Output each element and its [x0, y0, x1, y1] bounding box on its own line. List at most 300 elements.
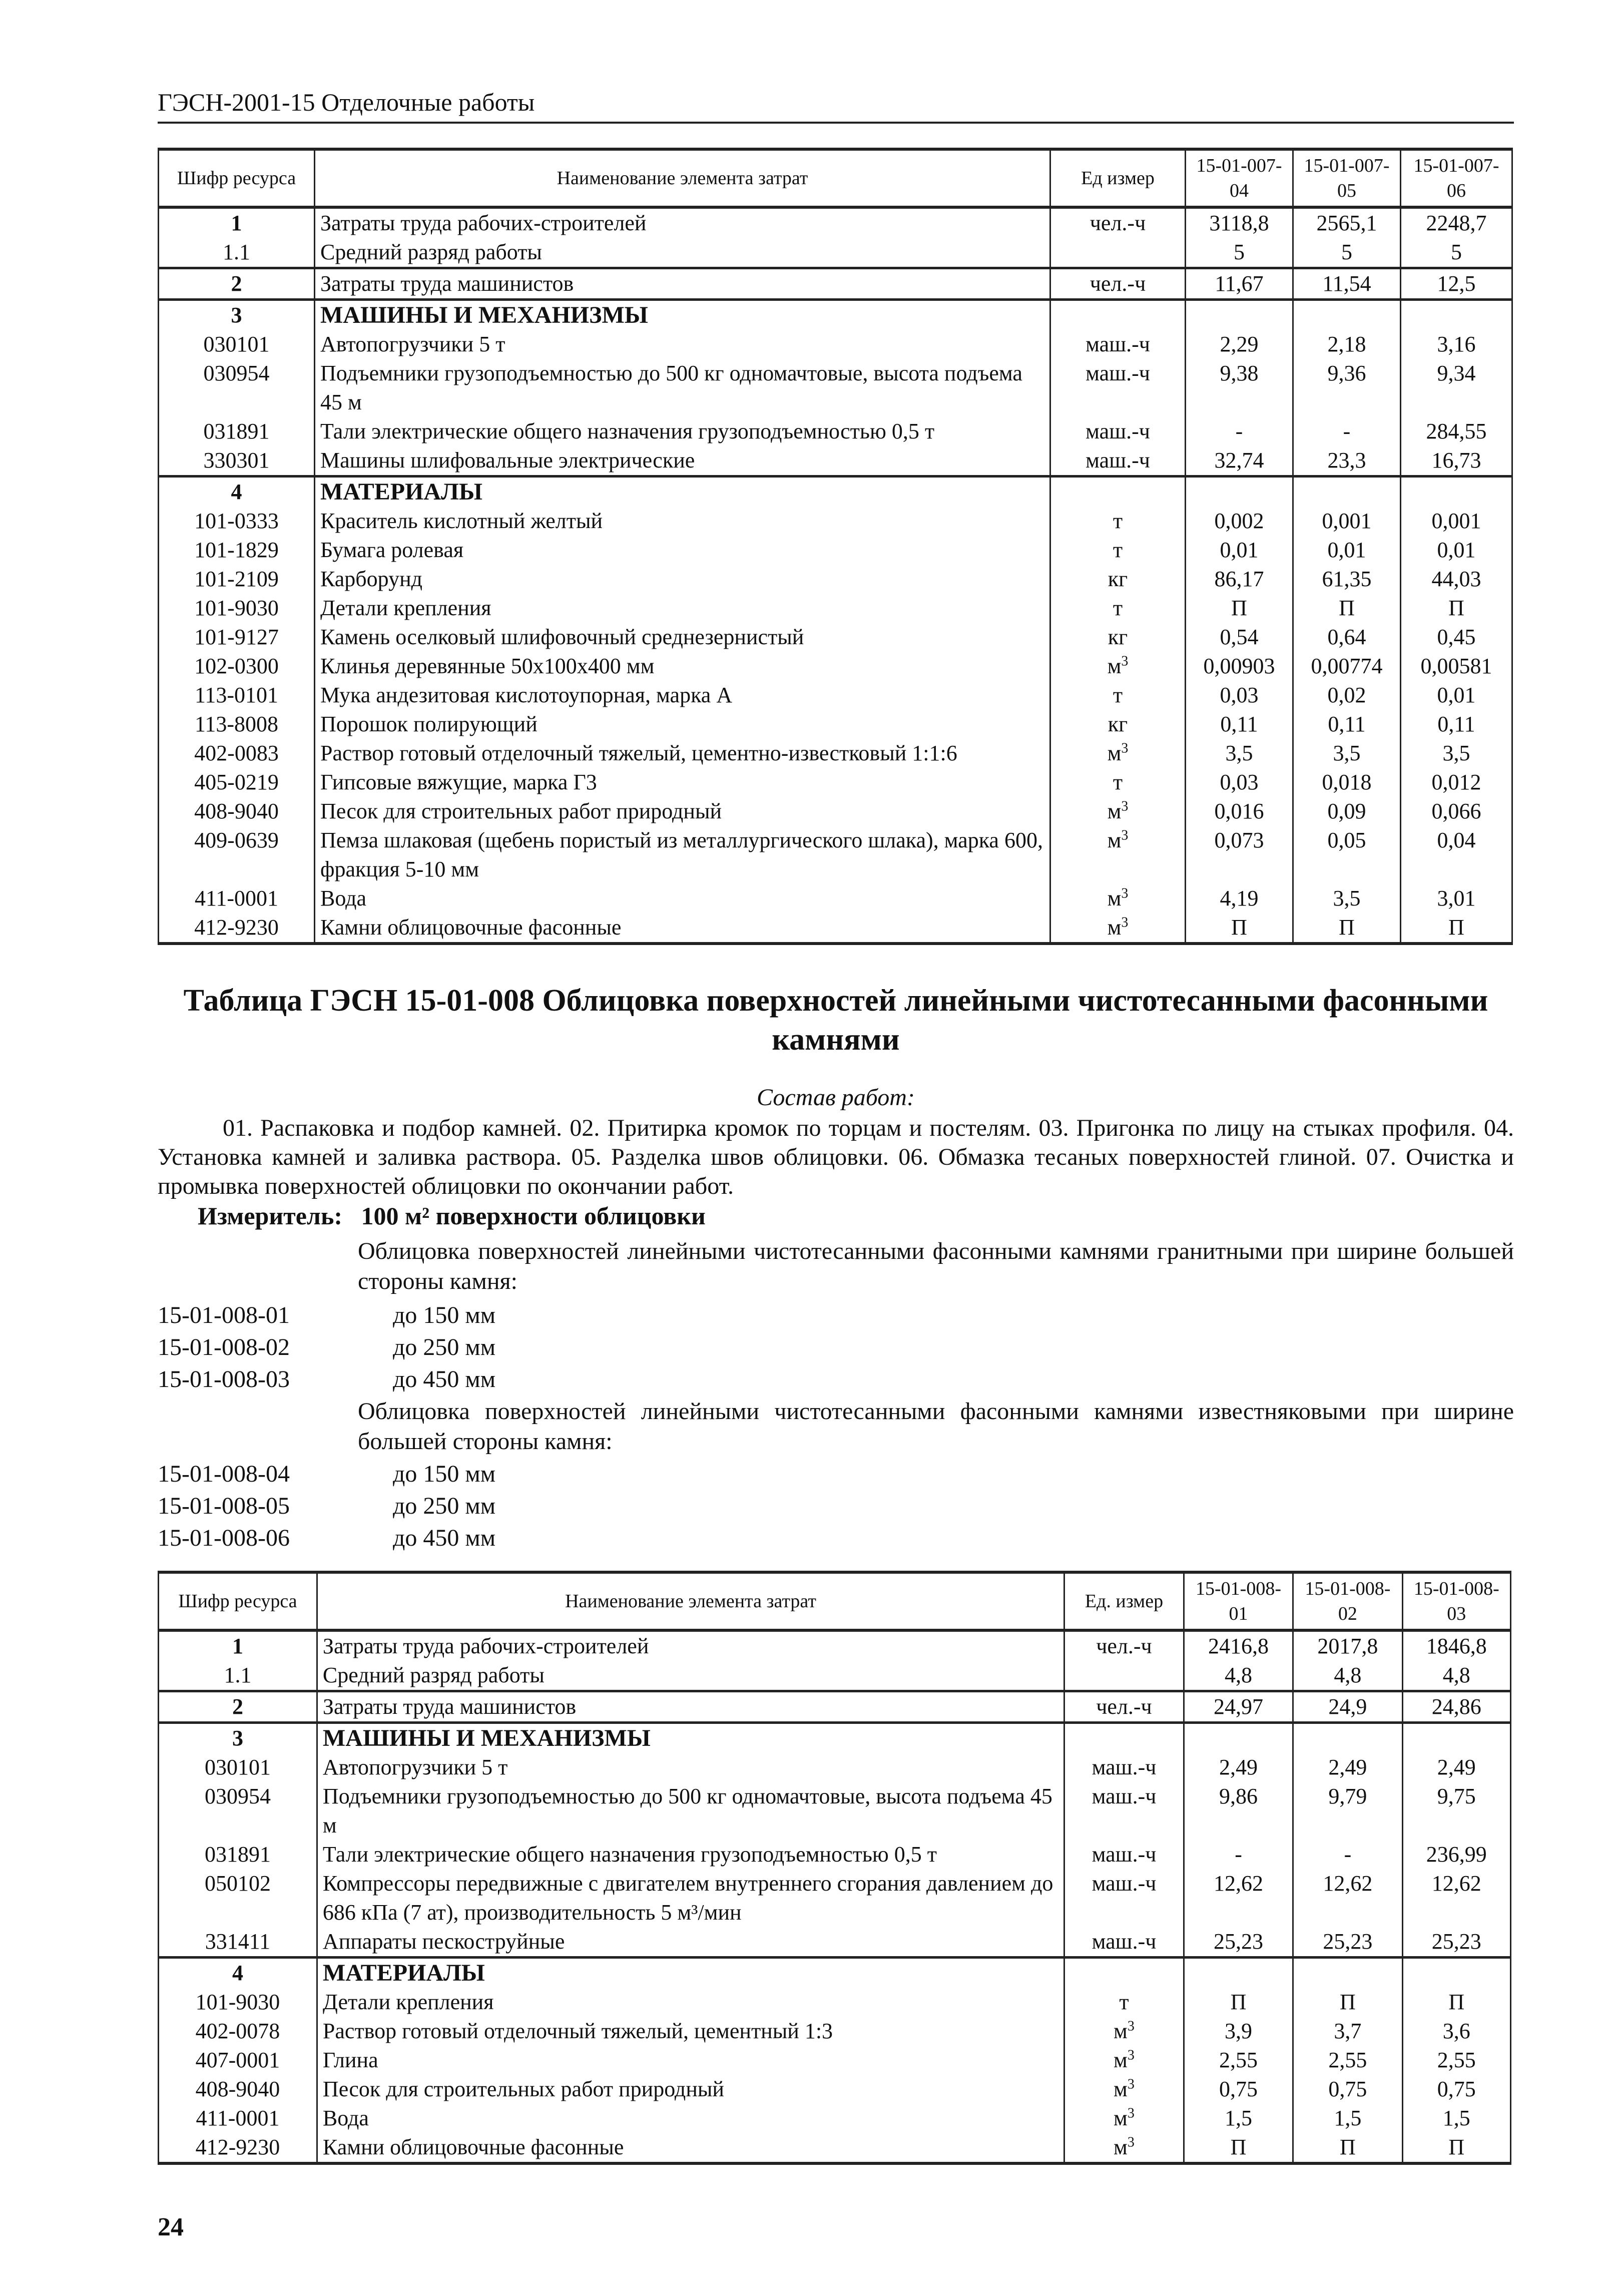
unit-of-measure: $м^3$ — [1050, 826, 1186, 884]
superscript: 3 — [1121, 740, 1129, 756]
value-col3: 9,34 — [1401, 359, 1512, 417]
measure-label: Измеритель: — [198, 1202, 343, 1230]
header-code: Шифр ресурса — [159, 149, 315, 207]
resource-code: 1.1 — [159, 238, 315, 268]
unit-of-measure: $м^3$ — [1050, 652, 1186, 681]
value-col3 — [1401, 477, 1512, 507]
unit-of-measure: $м^3$ — [1064, 2104, 1184, 2133]
table-row — [159, 710, 1512, 739]
unit-of-measure — [1064, 1661, 1184, 1691]
unit-of-measure: кг — [1050, 710, 1186, 739]
value-col1: 9,38 — [1186, 359, 1293, 417]
value-col1: П — [1184, 2133, 1293, 2163]
table-row — [159, 359, 1512, 417]
value-col3: 1,5 — [1402, 2104, 1510, 2133]
value-col1: 0,03 — [1186, 681, 1293, 710]
unit-of-measure: $м^3$ — [1050, 913, 1186, 944]
cost-element-name: Раствор готовый отделочный тяжелый, цементно-известковый 1:1:6 — [315, 739, 1050, 768]
cost-element-name: Камень оселковый шлифовочный среднезернистый — [315, 623, 1050, 652]
resource-table-008 — [158, 1571, 1511, 2165]
resource-code: 408-9040 — [159, 2075, 317, 2104]
variant-text: до 250 мм — [393, 1334, 496, 1360]
resource-code: 050102 — [159, 1869, 317, 1927]
value-col1: 0,75 — [1184, 2075, 1293, 2104]
unit-of-measure: $м^3$ — [1064, 2017, 1184, 2046]
value-col1: 5 — [1186, 238, 1293, 268]
resource-code: 408-9040 — [159, 797, 315, 826]
resource-code: 1.1 — [159, 1661, 317, 1691]
value-col1: 86,17 — [1186, 565, 1293, 594]
value-col3: 0,45 — [1401, 623, 1512, 652]
value-col3: 0,012 — [1401, 768, 1512, 797]
unit-of-measure: т — [1050, 681, 1186, 710]
cost-element-name: Пемза шлаковая (щебень пористый из металлургического шлака), марка 600, фракция 5-10 мм — [315, 826, 1050, 884]
value-col2: 0,75 — [1293, 2075, 1402, 2104]
unit-of-measure: чел.-ч — [1064, 1630, 1184, 1661]
value-col3: 284,55 — [1401, 417, 1512, 446]
unit-of-measure: маш.-ч — [1064, 1782, 1184, 1840]
value-col1 — [1184, 1958, 1293, 1988]
value-col1: 0,073 — [1186, 826, 1293, 884]
running-head: ГЭСН-2001-15 Отделочные работы — [158, 88, 1514, 124]
value-col1: 3,5 — [1186, 739, 1293, 768]
resource-code: 101-9030 — [159, 594, 315, 623]
header-unit: Ед измер — [1050, 149, 1186, 207]
value-col2: 2,18 — [1293, 330, 1401, 359]
unit-of-measure: т — [1050, 536, 1186, 565]
cost-element-name: Машины шлифовальные электрические — [315, 446, 1050, 477]
resource-code: 030954 — [159, 1782, 317, 1840]
composition-label: Состав работ: — [757, 1084, 915, 1111]
value-col2: 0,001 — [1293, 507, 1401, 536]
unit-of-measure — [1050, 477, 1186, 507]
resource-code: 101-9127 — [159, 623, 315, 652]
value-col3: 12,5 — [1401, 268, 1512, 300]
value-col3: 12,62 — [1402, 1869, 1510, 1927]
value-col3: 2248,7 — [1401, 207, 1512, 238]
unit-of-measure: чел.-ч — [1064, 1691, 1184, 1723]
table-row — [159, 238, 1512, 268]
superscript: 3 — [1121, 798, 1129, 814]
group1-description: Облицовка поверхностей линейными чистотесанными фасонными камнями гранитными при ширине большей стороны камня: — [358, 1238, 1514, 1294]
unit-of-measure: маш.-ч — [1050, 417, 1186, 446]
header-unit: Ед. измер — [1064, 1572, 1184, 1630]
value-col2: 3,7 — [1293, 2017, 1402, 2046]
value-col1: П — [1186, 594, 1293, 623]
resource-code: 402-0078 — [159, 2017, 317, 2046]
unit-of-measure: кг — [1050, 623, 1186, 652]
header-col3: 15-01-007-06 — [1401, 149, 1512, 207]
cost-element-name: Глина — [317, 2046, 1064, 2075]
cost-element-name: Детали крепления — [315, 594, 1050, 623]
value-col2: 11,54 — [1293, 268, 1401, 300]
superscript: 3 — [1127, 2134, 1135, 2150]
value-col1 — [1186, 477, 1293, 507]
cost-element-name: Клинья деревянные 50х100х400 мм — [315, 652, 1050, 681]
table-row — [159, 1661, 1511, 1691]
value-col3: 25,23 — [1402, 1927, 1510, 1958]
value-col3 — [1402, 1723, 1510, 1753]
value-col3: 2,49 — [1402, 1753, 1510, 1782]
unit-of-measure: $м^3$ — [1064, 2133, 1184, 2163]
cost-element-name: Затраты труда рабочих-строителей — [315, 207, 1050, 238]
resource-code: 101-0333 — [159, 507, 315, 536]
value-col2: 4,8 — [1293, 1661, 1402, 1691]
value-col2: П — [1293, 2133, 1402, 2163]
value-col3: 1846,8 — [1402, 1630, 1510, 1661]
value-col2: 0,05 — [1293, 826, 1401, 884]
cost-element-name: Детали крепления — [317, 1988, 1064, 2017]
cost-element-name: Затраты труда машинистов — [317, 1691, 1064, 1723]
variant-row — [158, 1459, 495, 1489]
value-col3: 3,16 — [1401, 330, 1512, 359]
value-col2: 61,35 — [1293, 565, 1401, 594]
value-col2: П — [1293, 1988, 1402, 2017]
cost-element-name: Тали электрические общего назначения грузоподъемностью 0,5 т — [315, 417, 1050, 446]
value-col2: 0,01 — [1293, 536, 1401, 565]
table-row — [159, 739, 1512, 768]
superscript: 3 — [1121, 827, 1129, 843]
value-col1: 9,86 — [1184, 1782, 1293, 1840]
variant-text: до 150 мм — [393, 1302, 496, 1328]
table-row — [159, 1958, 1511, 1988]
value-col2: 0,02 — [1293, 681, 1401, 710]
header-name: Наименование элемента затрат — [315, 149, 1050, 207]
value-col3: 236,99 — [1402, 1840, 1510, 1869]
cost-element-name: Раствор готовый отделочный тяжелый, цементный 1:3 — [317, 2017, 1064, 2046]
cost-element-name: Вода — [315, 884, 1050, 913]
cost-element-name: Порошок полирующий — [315, 710, 1050, 739]
value-col2: 3,5 — [1293, 739, 1401, 768]
value-col2: - — [1293, 417, 1401, 446]
value-col2: П — [1293, 913, 1401, 944]
value-col1: П — [1184, 1988, 1293, 2017]
resource-code: 411-0001 — [159, 884, 315, 913]
resource-code: 101-1829 — [159, 536, 315, 565]
value-col2: 0,09 — [1293, 797, 1401, 826]
value-col2: 9,36 — [1293, 359, 1401, 417]
table-header-row — [159, 149, 1512, 207]
resource-code: 331411 — [159, 1927, 317, 1958]
value-col3: 3,01 — [1401, 884, 1512, 913]
group2-description: Облицовка поверхностей линейными чистотесанными фасонными камнями известняковыми при ширине большей стороны камня: — [358, 1398, 1514, 1455]
value-col2: 0,018 — [1293, 768, 1401, 797]
table-body — [159, 207, 1512, 944]
unit-of-measure: т — [1050, 768, 1186, 797]
value-col2: 9,79 — [1293, 1782, 1402, 1840]
header-col1: 15-01-007-04 — [1186, 149, 1293, 207]
table-row — [159, 1753, 1511, 1782]
unit-of-measure: $м^3$ — [1050, 797, 1186, 826]
unit-of-measure: чел.-ч — [1050, 268, 1186, 300]
cost-element-name: Аппараты пескоструйные — [317, 1927, 1064, 1958]
superscript: 3 — [1127, 2076, 1135, 2092]
table-row — [159, 2104, 1511, 2133]
value-col2: 2017,8 — [1293, 1630, 1402, 1661]
unit-of-measure: маш.-ч — [1064, 1840, 1184, 1869]
resource-code: 102-0300 — [159, 652, 315, 681]
value-col1: 3,9 — [1184, 2017, 1293, 2046]
resource-code: 113-0101 — [159, 681, 315, 710]
resource-code: 030954 — [159, 359, 315, 417]
unit-of-measure — [1064, 1723, 1184, 1753]
resource-code: 113-8008 — [159, 710, 315, 739]
composition-text: 01. Распаковка и подбор камней. 02. Притирка кромок по торцам и постелям. 03. Пригонка по лицу на стыках профиля. 04. Установка камней и заливка раствора. 05. Разделка швов облицовки. 06. Обмазка тесаных поверхностей глиной. 07. Очистка и промывка поверхностей облицовки по окончании работ. — [158, 1115, 1514, 1199]
value-col1: 12,62 — [1184, 1869, 1293, 1927]
variant-code: 15-01-008-06 — [158, 1525, 290, 1551]
table-row — [159, 536, 1512, 565]
value-col2: - — [1293, 1840, 1402, 1869]
superscript: 3 — [1121, 885, 1129, 901]
value-col1: 4,19 — [1186, 884, 1293, 913]
cost-element-name: Камни облицовочные фасонные — [317, 2133, 1064, 2163]
table-row — [159, 207, 1512, 238]
variant-code: 15-01-008-02 — [158, 1334, 290, 1360]
value-col1: 0,002 — [1186, 507, 1293, 536]
resource-code: 031891 — [159, 417, 315, 446]
table-row — [159, 797, 1512, 826]
value-col1: 3118,8 — [1186, 207, 1293, 238]
value-col1: 11,67 — [1186, 268, 1293, 300]
value-col3: 4,8 — [1402, 1661, 1510, 1691]
cost-element-name: Бумага ролевая — [315, 536, 1050, 565]
header-col2: 15-01-007-05 — [1293, 149, 1401, 207]
table-row — [159, 681, 1512, 710]
resource-code: 031891 — [159, 1840, 317, 1869]
table-row — [159, 2017, 1511, 2046]
unit-of-measure: маш.-ч — [1064, 1869, 1184, 1927]
variant-row — [158, 1523, 495, 1553]
variant-text: до 250 мм — [393, 1493, 496, 1519]
unit-of-measure: маш.-ч — [1064, 1927, 1184, 1958]
superscript: 3 — [1121, 653, 1129, 669]
unit-of-measure: маш.-ч — [1064, 1753, 1184, 1782]
value-col1: П — [1186, 913, 1293, 944]
resource-code: 030101 — [159, 330, 315, 359]
value-col3 — [1401, 300, 1512, 330]
value-col3: 0,04 — [1401, 826, 1512, 884]
unit-of-measure: маш.-ч — [1050, 446, 1186, 477]
header-col3: 15-01-008-03 — [1402, 1572, 1510, 1630]
variant-code: 15-01-008-01 — [158, 1302, 290, 1328]
unit-of-measure: т — [1050, 594, 1186, 623]
unit-of-measure — [1050, 300, 1186, 330]
unit-of-measure — [1050, 238, 1186, 268]
value-col3: 0,01 — [1401, 681, 1512, 710]
value-col3: П — [1402, 2133, 1510, 2163]
cost-element-name: Карборунд — [315, 565, 1050, 594]
value-col2 — [1293, 1723, 1402, 1753]
table-title: Таблица ГЭСН 15-01-008 Облицовка поверхностей линейными чистотесанными фасонными камнями — [183, 984, 1488, 1057]
unit-of-measure: чел.-ч — [1050, 207, 1186, 238]
value-col1: 0,11 — [1186, 710, 1293, 739]
value-col3: 0,75 — [1402, 2075, 1510, 2104]
variant-text: до 450 мм — [393, 1525, 496, 1551]
table-row — [159, 623, 1512, 652]
resource-code: 101-2109 — [159, 565, 315, 594]
table-row — [159, 913, 1512, 944]
variant-text: до 450 мм — [393, 1366, 496, 1393]
cost-element-name: Мука андезитовая кислотоупорная, марка А — [315, 681, 1050, 710]
table-row — [159, 1723, 1511, 1753]
value-col1: 0,54 — [1186, 623, 1293, 652]
value-col3: 0,11 — [1401, 710, 1512, 739]
variant-code: 15-01-008-03 — [158, 1366, 290, 1393]
variant-row — [158, 1300, 495, 1330]
value-col2: 3,5 — [1293, 884, 1401, 913]
value-col1: 0,03 — [1186, 768, 1293, 797]
value-col3: 16,73 — [1401, 446, 1512, 477]
table-row — [159, 507, 1512, 536]
header-code: Шифр ресурса — [159, 1572, 317, 1630]
unit-of-measure: $м^3$ — [1050, 884, 1186, 913]
value-col1: 0,01 — [1186, 536, 1293, 565]
variant-row — [158, 1332, 495, 1362]
value-col3: 9,75 — [1402, 1782, 1510, 1840]
resource-code: 1 — [159, 1630, 317, 1661]
cost-element-name: Средний разряд работы — [317, 1661, 1064, 1691]
header-col2: 15-01-008-02 — [1293, 1572, 1402, 1630]
value-col3: 0,00581 — [1401, 652, 1512, 681]
cost-element-name: Тали электрические общего назначения грузоподъемностью 0,5 т — [317, 1840, 1064, 1869]
value-col3: П — [1401, 913, 1512, 944]
cost-element-name: Гипсовые вяжущие, марка Г3 — [315, 768, 1050, 797]
value-col1: - — [1184, 1840, 1293, 1869]
resource-code: 2 — [159, 1691, 317, 1723]
value-col1: 2,49 — [1184, 1753, 1293, 1782]
value-col3 — [1402, 1958, 1510, 1988]
value-col2: 2,55 — [1293, 2046, 1402, 2075]
table-row — [159, 826, 1512, 884]
variant-code: 15-01-008-05 — [158, 1493, 290, 1519]
superscript: 3 — [1121, 914, 1129, 931]
cost-element-name: Автопогрузчики 5 т — [317, 1753, 1064, 1782]
value-col2 — [1293, 1958, 1402, 1988]
unit-of-measure: кг — [1050, 565, 1186, 594]
resource-code: 030101 — [159, 1753, 317, 1782]
value-col1: 32,74 — [1186, 446, 1293, 477]
cost-element-name: Подъемники грузоподъемностью до 500 кг одномачтовые, высота подъема 45 м — [317, 1782, 1064, 1840]
unit-of-measure: т — [1050, 507, 1186, 536]
unit-of-measure — [1064, 1958, 1184, 1988]
table-row — [159, 330, 1512, 359]
value-col2: 25,23 — [1293, 1927, 1402, 1958]
unit-of-measure: $м^3$ — [1064, 2075, 1184, 2104]
resource-code: 412-9230 — [159, 913, 315, 944]
value-col1: - — [1186, 417, 1293, 446]
resource-code: 402-0083 — [159, 739, 315, 768]
cost-element-name: Компрессоры передвижные с двигателем внутреннего сгорания давлением до 686 кПа (7 ат), производительность 5 м³/мин — [317, 1869, 1064, 1927]
value-col1: 25,23 — [1184, 1927, 1293, 1958]
cost-element-name: МАШИНЫ И МЕХАНИЗМЫ — [317, 1723, 1064, 1753]
value-col1 — [1184, 1723, 1293, 1753]
table-row — [159, 652, 1512, 681]
value-col3: 2,55 — [1402, 2046, 1510, 2075]
table-row — [159, 1840, 1511, 1869]
value-col2: 12,62 — [1293, 1869, 1402, 1927]
cost-element-name: Песок для строительных работ природный — [317, 2075, 1064, 2104]
superscript: 3 — [1127, 2047, 1135, 2063]
value-col3: 3,6 — [1402, 2017, 1510, 2046]
table-header-row — [159, 1572, 1511, 1630]
resource-code: 4 — [159, 1958, 317, 1988]
value-col3: П — [1402, 1988, 1510, 2017]
value-col1: 0,016 — [1186, 797, 1293, 826]
value-col3: 3,5 — [1401, 739, 1512, 768]
resource-code: 3 — [159, 1723, 317, 1753]
cost-element-name: МАШИНЫ И МЕХАНИЗМЫ — [315, 300, 1050, 330]
cost-element-name: Автопогрузчики 5 т — [315, 330, 1050, 359]
cost-element-name: Камни облицовочные фасонные — [315, 913, 1050, 944]
cost-element-name: МАТЕРИАЛЫ — [315, 477, 1050, 507]
table-row — [159, 1782, 1511, 1840]
unit-of-measure: $м^3$ — [1064, 2046, 1184, 2075]
variant-row — [158, 1364, 495, 1395]
table-row — [159, 594, 1512, 623]
value-col2: 24,9 — [1293, 1691, 1402, 1723]
value-col2: 5 — [1293, 238, 1401, 268]
table-row — [159, 2133, 1511, 2163]
unit-of-measure: $м^3$ — [1050, 739, 1186, 768]
table-row — [159, 300, 1512, 330]
table-row — [159, 1630, 1511, 1661]
cost-element-name: Краситель кислотный желтый — [315, 507, 1050, 536]
table-row — [159, 2075, 1511, 2104]
variant-row — [158, 1491, 495, 1521]
resource-code: 407-0001 — [159, 2046, 317, 2075]
resource-code: 1 — [159, 207, 315, 238]
resource-code: 411-0001 — [159, 2104, 317, 2133]
table-row — [159, 768, 1512, 797]
table-row — [159, 417, 1512, 446]
resource-code: 101-9030 — [159, 1988, 317, 2017]
cost-element-name: Песок для строительных работ природный — [315, 797, 1050, 826]
resource-code: 4 — [159, 477, 315, 507]
unit-of-measure: т — [1064, 1988, 1184, 2017]
measure-value: 100 м² поверхности облицовки — [361, 1202, 706, 1230]
value-col1: 2,55 — [1184, 2046, 1293, 2075]
table-row — [159, 884, 1512, 913]
table-row — [159, 1869, 1511, 1927]
value-col3: 44,03 — [1401, 565, 1512, 594]
page-number: 24 — [158, 2213, 184, 2241]
resource-code: 330301 — [159, 446, 315, 477]
cost-element-name: Подъемники грузоподъемностью до 500 кг одномачтовые, высота подъема 45 м — [315, 359, 1050, 417]
value-col2 — [1293, 477, 1401, 507]
value-col1: 4,8 — [1184, 1661, 1293, 1691]
value-col1: 0,00903 — [1186, 652, 1293, 681]
value-col2: 23,3 — [1293, 446, 1401, 477]
resource-code: 412-9230 — [159, 2133, 317, 2163]
table-body — [159, 1630, 1511, 2163]
table-row — [159, 1988, 1511, 2017]
value-col1: 1,5 — [1184, 2104, 1293, 2133]
value-col2: 0,00774 — [1293, 652, 1401, 681]
table-row — [159, 565, 1512, 594]
value-col2 — [1293, 300, 1401, 330]
value-col2: 1,5 — [1293, 2104, 1402, 2133]
resource-code: 409-0639 — [159, 826, 315, 884]
table-row — [159, 446, 1512, 477]
unit-of-measure: маш.-ч — [1050, 359, 1186, 417]
superscript: 3 — [1127, 2105, 1135, 2121]
table-row — [159, 1691, 1511, 1723]
resource-table-007 — [158, 148, 1513, 945]
cost-element-name: МАТЕРИАЛЫ — [317, 1958, 1064, 1988]
value-col2: 0,11 — [1293, 710, 1401, 739]
value-col1: 2,29 — [1186, 330, 1293, 359]
header-name: Наименование элемента затрат — [317, 1572, 1064, 1630]
